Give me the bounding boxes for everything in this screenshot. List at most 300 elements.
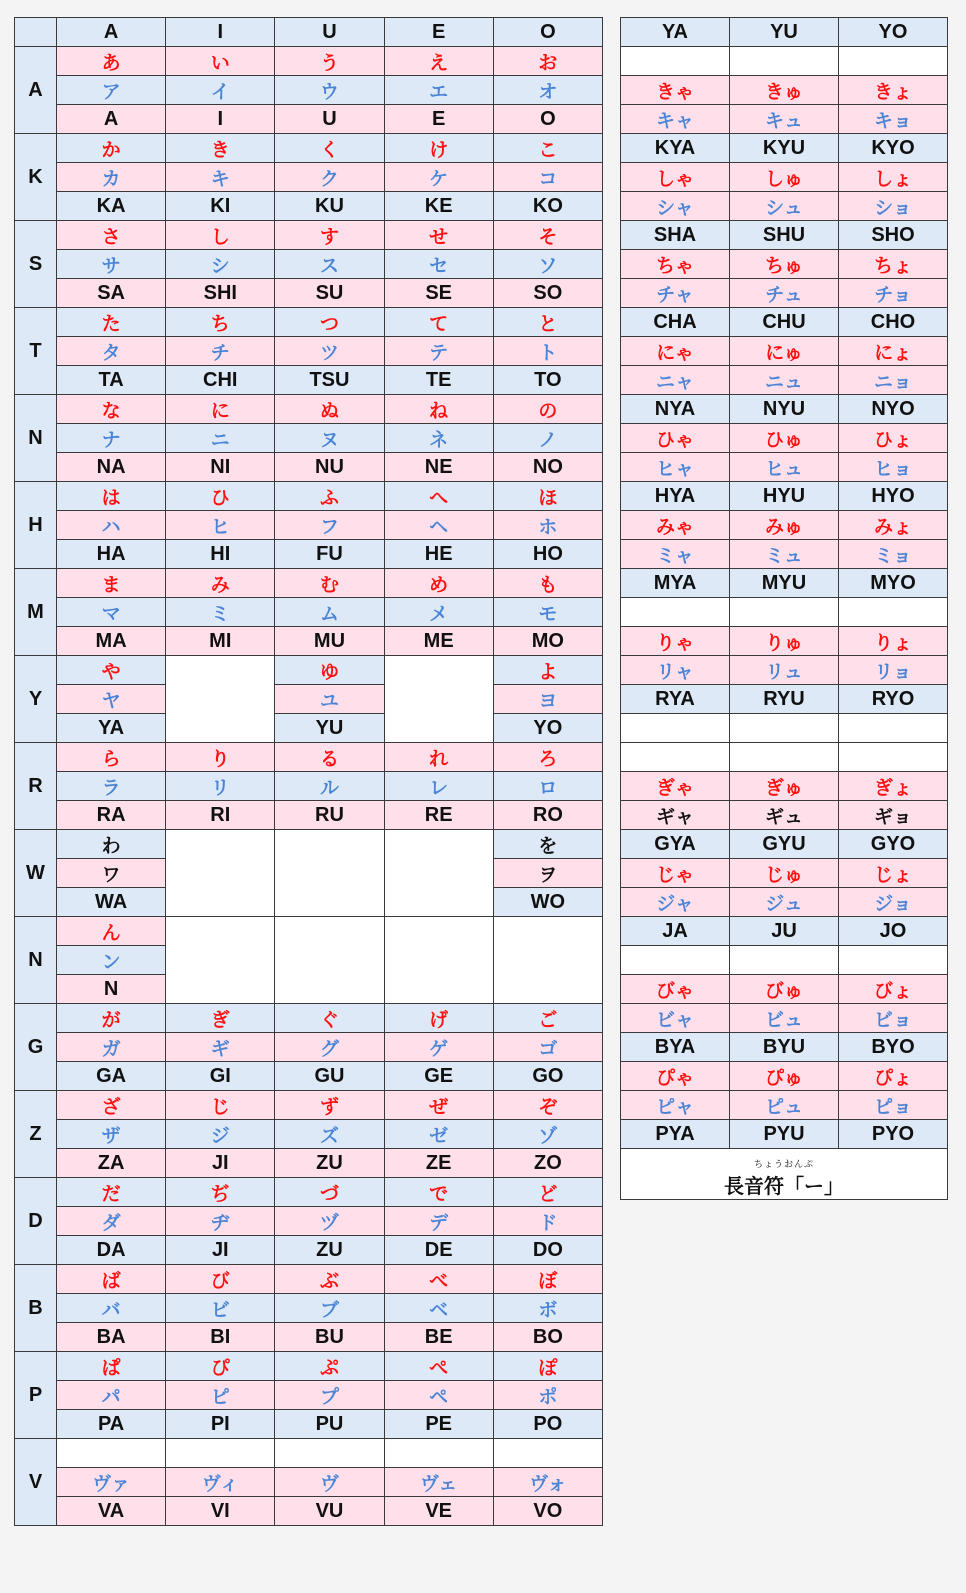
row-n-line-2 [15,424,603,453]
hiragana-cell: ず [275,1091,384,1120]
hiragana-cell: べ [384,1265,493,1294]
yoon-header-row [621,18,948,47]
katakana-cell: ア [57,76,166,105]
yoon-hiragana-cell: じゃ [621,859,730,888]
katakana-cell: ク [275,163,384,192]
katakana-cell: メ [384,598,493,627]
row-m-line-1 [15,569,603,598]
yoon-katakana-cell: ピュ [730,1091,839,1120]
romaji-cell: PU [275,1410,384,1439]
yoon-katakana-cell: ニュ [730,366,839,395]
katakana-cell: テ [384,337,493,366]
hiragana-cell: お [493,47,602,76]
romaji-cell: HI [166,540,275,569]
row-w-line-1 [15,830,603,859]
empty-cell [839,714,948,743]
row-label: T [15,308,57,395]
empty-cell [730,47,839,76]
row-label: W [15,830,57,917]
yoon-hiragana-cell: ぴゃ [621,1062,730,1091]
hiragana-cell: ふ [275,482,384,511]
hiragana-cell: さ [57,221,166,250]
yoon-row-k-line-3 [621,134,948,163]
romaji-cell: WA [57,888,166,917]
romaji-cell: GI [166,1062,275,1091]
empty-cell [166,830,275,917]
row-g-line-3 [15,1062,603,1091]
romaji-cell: GE [384,1062,493,1091]
hiragana-cell: ん [57,917,166,946]
chouon-cell [621,1149,948,1200]
romaji-cell: NE [384,453,493,482]
yoon-hiragana-cell: にゃ [621,337,730,366]
romaji-cell: VU [275,1497,384,1526]
hiragana-cell: へ [384,482,493,511]
chouon-label: 長音符「ー」 [724,1176,844,1198]
yoon-hiragana-cell: ちゃ [621,250,730,279]
katakana-cell: ヴァ [57,1468,166,1497]
romaji-cell: DO [493,1236,602,1265]
katakana-cell: ノ [493,424,602,453]
yoon-hiragana-cell: ぎゃ [621,772,730,801]
yoon-romaji-cell: CHA [621,308,730,337]
katakana-cell: サ [57,250,166,279]
katakana-cell: ス [275,250,384,279]
vowel-header: A [57,18,166,47]
katakana-cell: ダ [57,1207,166,1236]
yoon-hiragana-cell: ひゅ [730,424,839,453]
row-label: Y [15,656,57,743]
hiragana-cell: を [493,830,602,859]
row-label: V [15,1439,57,1526]
romaji-cell: MU [275,627,384,656]
romaji-cell: ZU [275,1236,384,1265]
yoon-hiragana-cell: りゅ [730,627,839,656]
row-r-line-1 [15,743,603,772]
row-k-line-1 [15,134,603,163]
katakana-cell: ズ [275,1120,384,1149]
katakana-cell: ネ [384,424,493,453]
hiragana-cell: は [57,482,166,511]
yoon-romaji-cell: SHA [621,221,730,250]
katakana-cell: ヘ [384,511,493,540]
yoon-hiragana-cell: にょ [839,337,948,366]
yoon-katakana-cell: ニョ [839,366,948,395]
empty-cell [730,743,839,772]
row-b-line-1 [15,1265,603,1294]
hiragana-cell: し [166,221,275,250]
hiragana-cell: だ [57,1178,166,1207]
yoon-romaji-cell: GYU [730,830,839,859]
romaji-cell: NI [166,453,275,482]
romaji-cell: SA [57,279,166,308]
empty-cell [730,946,839,975]
romaji-cell: TSU [275,366,384,395]
katakana-cell: ハ [57,511,166,540]
katakana-cell: ケ [384,163,493,192]
romaji-cell: BA [57,1323,166,1352]
katakana-cell: ボ [493,1294,602,1323]
empty-cell [275,917,384,1004]
vowel-header: U [275,18,384,47]
katakana-cell: ヲ [493,859,602,888]
katakana-cell: ヌ [275,424,384,453]
hiragana-cell: で [384,1178,493,1207]
hiragana-cell: う [275,47,384,76]
yoon-katakana-cell: ミャ [621,540,730,569]
empty-cell [621,47,730,76]
yoon-hiragana-cell: ひゃ [621,424,730,453]
katakana-cell: ヴ [275,1468,384,1497]
hiragana-cell [275,1439,384,1468]
romaji-cell: VE [384,1497,493,1526]
hiragana-cell: た [57,308,166,337]
romaji-cell: FU [275,540,384,569]
katakana-cell: グ [275,1033,384,1062]
row-v-line-1 [15,1439,603,1468]
romaji-cell: RI [166,801,275,830]
row-n-line-1 [15,917,603,946]
yoon-hiragana-cell: びゃ [621,975,730,1004]
romaji-cell: YA [57,714,166,743]
hiragana-cell: せ [384,221,493,250]
yoon-hiragana-cell: じょ [839,859,948,888]
yoon-row-g-line-3 [621,830,948,859]
yoon-katakana-cell: ニャ [621,366,730,395]
row-label: D [15,1178,57,1265]
yoon-romaji-cell: SHO [839,221,948,250]
yoon-katakana-cell: ギョ [839,801,948,830]
katakana-cell: プ [275,1381,384,1410]
katakana-cell: ツ [275,337,384,366]
yoon-hiragana-cell: きょ [839,76,948,105]
row-b-line-2 [15,1294,603,1323]
hiragana-cell: づ [275,1178,384,1207]
yoon-katakana-cell: ビュ [730,1004,839,1033]
hiragana-cell: び [166,1265,275,1294]
hiragana-cell: じ [166,1091,275,1120]
yoon-hiragana-cell: びょ [839,975,948,1004]
row-y-line-3 [15,714,603,743]
yoon-hiragana-cell: ぴゅ [730,1062,839,1091]
row-z-line-1 [15,1091,603,1120]
katakana-cell: ン [57,946,166,975]
romaji-cell: SU [275,279,384,308]
gojuon-body [15,47,603,1526]
yoon-katakana-cell: ピョ [839,1091,948,1120]
katakana-cell: バ [57,1294,166,1323]
yoon-romaji-cell: PYO [839,1120,948,1149]
yoon-katakana-cell: ジョ [839,888,948,917]
hiragana-cell: む [275,569,384,598]
row-label: B [15,1265,57,1352]
row-m-line-2 [15,598,603,627]
romaji-cell: KA [57,192,166,221]
row-p-line-2 [15,1381,603,1410]
yoon-hiragana-cell: ちょ [839,250,948,279]
row-s-line-2 [15,250,603,279]
yoon-hiragana-cell: りゃ [621,627,730,656]
romaji-cell: TO [493,366,602,395]
katakana-cell: ホ [493,511,602,540]
yoon-romaji-cell: PYA [621,1120,730,1149]
romaji-cell: BO [493,1323,602,1352]
romaji-cell: O [493,105,602,134]
yoon-romaji-cell: NYA [621,395,730,424]
row-a-line-3 [15,105,603,134]
katakana-cell: エ [384,76,493,105]
hiragana-cell: ど [493,1178,602,1207]
yoon-row-g-line-1 [621,772,948,801]
empty-cell [384,830,493,917]
yoon-row-b-line-1 [621,975,948,1004]
yoon-row-p-line-3 [621,1120,948,1149]
row-label: M [15,569,57,656]
empty-cell [384,656,493,743]
romaji-cell: HA [57,540,166,569]
hiragana-cell: ぬ [275,395,384,424]
hiragana-cell [57,1439,166,1468]
yoon-katakana-cell: ヒャ [621,453,730,482]
row-t-line-2 [15,337,603,366]
yoon-katakana-cell: ギュ [730,801,839,830]
yoon-hiragana-cell: ぎょ [839,772,948,801]
katakana-cell: ユ [275,685,384,714]
yoon-katakana-cell: ミョ [839,540,948,569]
yoon-row-t-line-2 [621,279,948,308]
empty-cell [839,946,948,975]
yoon-romaji-cell: HYA [621,482,730,511]
hiragana-cell: ぢ [166,1178,275,1207]
katakana-cell: モ [493,598,602,627]
row-s-line-1 [15,221,603,250]
hiragana-cell: く [275,134,384,163]
katakana-cell: ブ [275,1294,384,1323]
row-k-line-2 [15,163,603,192]
yoon-katakana-cell: リョ [839,656,948,685]
romaji-cell: JI [166,1149,275,1178]
katakana-cell: ベ [384,1294,493,1323]
yoon-katakana-cell: リュ [730,656,839,685]
katakana-cell: ガ [57,1033,166,1062]
romaji-cell: ZE [384,1149,493,1178]
row-k-line-3 [15,192,603,221]
katakana-cell: ラ [57,772,166,801]
empty-cell [839,743,948,772]
yoon-katakana-cell: ヒョ [839,453,948,482]
katakana-cell: ニ [166,424,275,453]
yoon-row-z-line-3 [621,917,948,946]
yoon-row-m-line-3 [621,569,948,598]
hiragana-cell: ご [493,1004,602,1033]
hiragana-cell: ぼ [493,1265,602,1294]
yoon-romaji-cell: BYO [839,1033,948,1062]
row-label: Z [15,1091,57,1178]
hiragana-cell: の [493,395,602,424]
row-b-line-3 [15,1323,603,1352]
row-label: P [15,1352,57,1439]
hiragana-cell: り [166,743,275,772]
yoon-row-z-line-1 [621,859,948,888]
yoon-katakana-cell: キョ [839,105,948,134]
hiragana-cell: み [166,569,275,598]
hiragana-cell: ひ [166,482,275,511]
hiragana-cell: あ [57,47,166,76]
katakana-cell: ザ [57,1120,166,1149]
yoon-row-m-line-2 [621,540,948,569]
yoon-katakana-cell: シュ [730,192,839,221]
romaji-cell: MO [493,627,602,656]
romaji-cell: VO [493,1497,602,1526]
katakana-cell: ヒ [166,511,275,540]
katakana-cell: マ [57,598,166,627]
chouon-ruby: ちょうおんぷ [753,1159,814,1169]
hiragana-cell: ぺ [384,1352,493,1381]
hiragana-cell: と [493,308,602,337]
yoon-katakana-cell: ビョ [839,1004,948,1033]
row-p-line-3 [15,1410,603,1439]
hiragana-cell: て [384,308,493,337]
romaji-cell: NA [57,453,166,482]
romaji-cell: ZU [275,1149,384,1178]
row-label: K [15,134,57,221]
yoon-romaji-cell: JA [621,917,730,946]
hiragana-cell: ぱ [57,1352,166,1381]
yoon-katakana-cell: キュ [730,105,839,134]
yoon-romaji-cell: RYA [621,685,730,714]
row-d-line-2 [15,1207,603,1236]
vowel-header-row [15,18,603,47]
hiragana-cell: ぷ [275,1352,384,1381]
romaji-cell: YO [493,714,602,743]
romaji-cell: ZA [57,1149,166,1178]
romaji-cell: KU [275,192,384,221]
yoon-katakana-cell: リャ [621,656,730,685]
katakana-cell: ナ [57,424,166,453]
hiragana-cell: ぶ [275,1265,384,1294]
romaji-cell: JI [166,1236,275,1265]
hiragana-cell: ゆ [275,656,384,685]
hiragana-cell: い [166,47,275,76]
yoon-romaji-cell: RYU [730,685,839,714]
row-label: N [15,917,57,1004]
yoon-hiragana-cell: みゃ [621,511,730,540]
yoon-katakana-cell: ヒュ [730,453,839,482]
katakana-cell: ソ [493,250,602,279]
katakana-cell: リ [166,772,275,801]
row-y-line-1 [15,656,603,685]
yoon-row-z-line-2 [621,888,948,917]
yoon-romaji-cell: MYU [730,569,839,598]
row-v-line-3 [15,1497,603,1526]
hiragana-cell: ま [57,569,166,598]
yoon-romaji-cell: HYO [839,482,948,511]
row-n-line-1 [15,395,603,424]
yoon-romaji-cell: GYA [621,830,730,859]
row-r-line-2 [15,772,603,801]
hiragana-cell: ら [57,743,166,772]
romaji-cell: RE [384,801,493,830]
yoon-romaji-cell: PYU [730,1120,839,1149]
romaji-cell: GA [57,1062,166,1091]
yoon-row-r-line-2 [621,656,948,685]
row-z-line-2 [15,1120,603,1149]
yoon-romaji-cell: NYO [839,395,948,424]
hiragana-cell: つ [275,308,384,337]
vowel-header: I [166,18,275,47]
katakana-cell: デ [384,1207,493,1236]
romaji-cell: TA [57,366,166,395]
yoon-hiragana-cell: ひょ [839,424,948,453]
row-h-line-2 [15,511,603,540]
yoon-romaji-cell: MYA [621,569,730,598]
katakana-cell: イ [166,76,275,105]
hiragana-cell: れ [384,743,493,772]
hiragana-cell: ざ [57,1091,166,1120]
romaji-cell: TE [384,366,493,395]
hiragana-cell: ち [166,308,275,337]
yoon-row-t-line-1 [621,250,948,279]
yoon-katakana-cell: ショ [839,192,948,221]
katakana-cell: ウ [275,76,384,105]
hiragana-cell: な [57,395,166,424]
row-z-line-3 [15,1149,603,1178]
hiragana-cell: ぐ [275,1004,384,1033]
hiragana-cell: き [166,134,275,163]
romaji-cell: KE [384,192,493,221]
row-label: R [15,743,57,830]
yoon-row-p-line-2 [621,1091,948,1120]
row-d-line-3 [15,1236,603,1265]
yoon-katakana-cell: キャ [621,105,730,134]
hiragana-cell: に [166,395,275,424]
yoon-katakana-cell: ギャ [621,801,730,830]
katakana-cell: ジ [166,1120,275,1149]
row-d-line-1 [15,1178,603,1207]
hiragana-cell: ぎ [166,1004,275,1033]
yoon-romaji-cell: HYU [730,482,839,511]
row-label: G [15,1004,57,1091]
romaji-cell: MA [57,627,166,656]
katakana-cell: ワ [57,859,166,888]
katakana-cell: ゾ [493,1120,602,1149]
katakana-cell: ゴ [493,1033,602,1062]
empty-cell [166,917,275,1004]
katakana-cell: ゲ [384,1033,493,1062]
katakana-cell: ゼ [384,1120,493,1149]
yoon-row-m-line-1 [621,511,948,540]
yoon-row-h-line-1 [621,424,948,453]
romaji-cell: VA [57,1497,166,1526]
romaji-cell: E [384,105,493,134]
katakana-cell: タ [57,337,166,366]
romaji-cell: SHI [166,279,275,308]
row-a-line-2 [15,76,603,105]
yoon-row-n-line-1 [621,337,948,366]
romaji-cell: BI [166,1323,275,1352]
hiragana-cell [166,1439,275,1468]
romaji-cell: VI [166,1497,275,1526]
romaji-cell: HO [493,540,602,569]
katakana-cell: レ [384,772,493,801]
yoon-romaji-cell: MYO [839,569,948,598]
row-v-line-2 [15,1468,603,1497]
yoon-row-n-line-3 [621,395,948,424]
yoon-romaji-cell: JU [730,917,839,946]
katakana-cell: シ [166,250,275,279]
yoon-katakana-cell: ピャ [621,1091,730,1120]
row-m-line-3 [15,627,603,656]
